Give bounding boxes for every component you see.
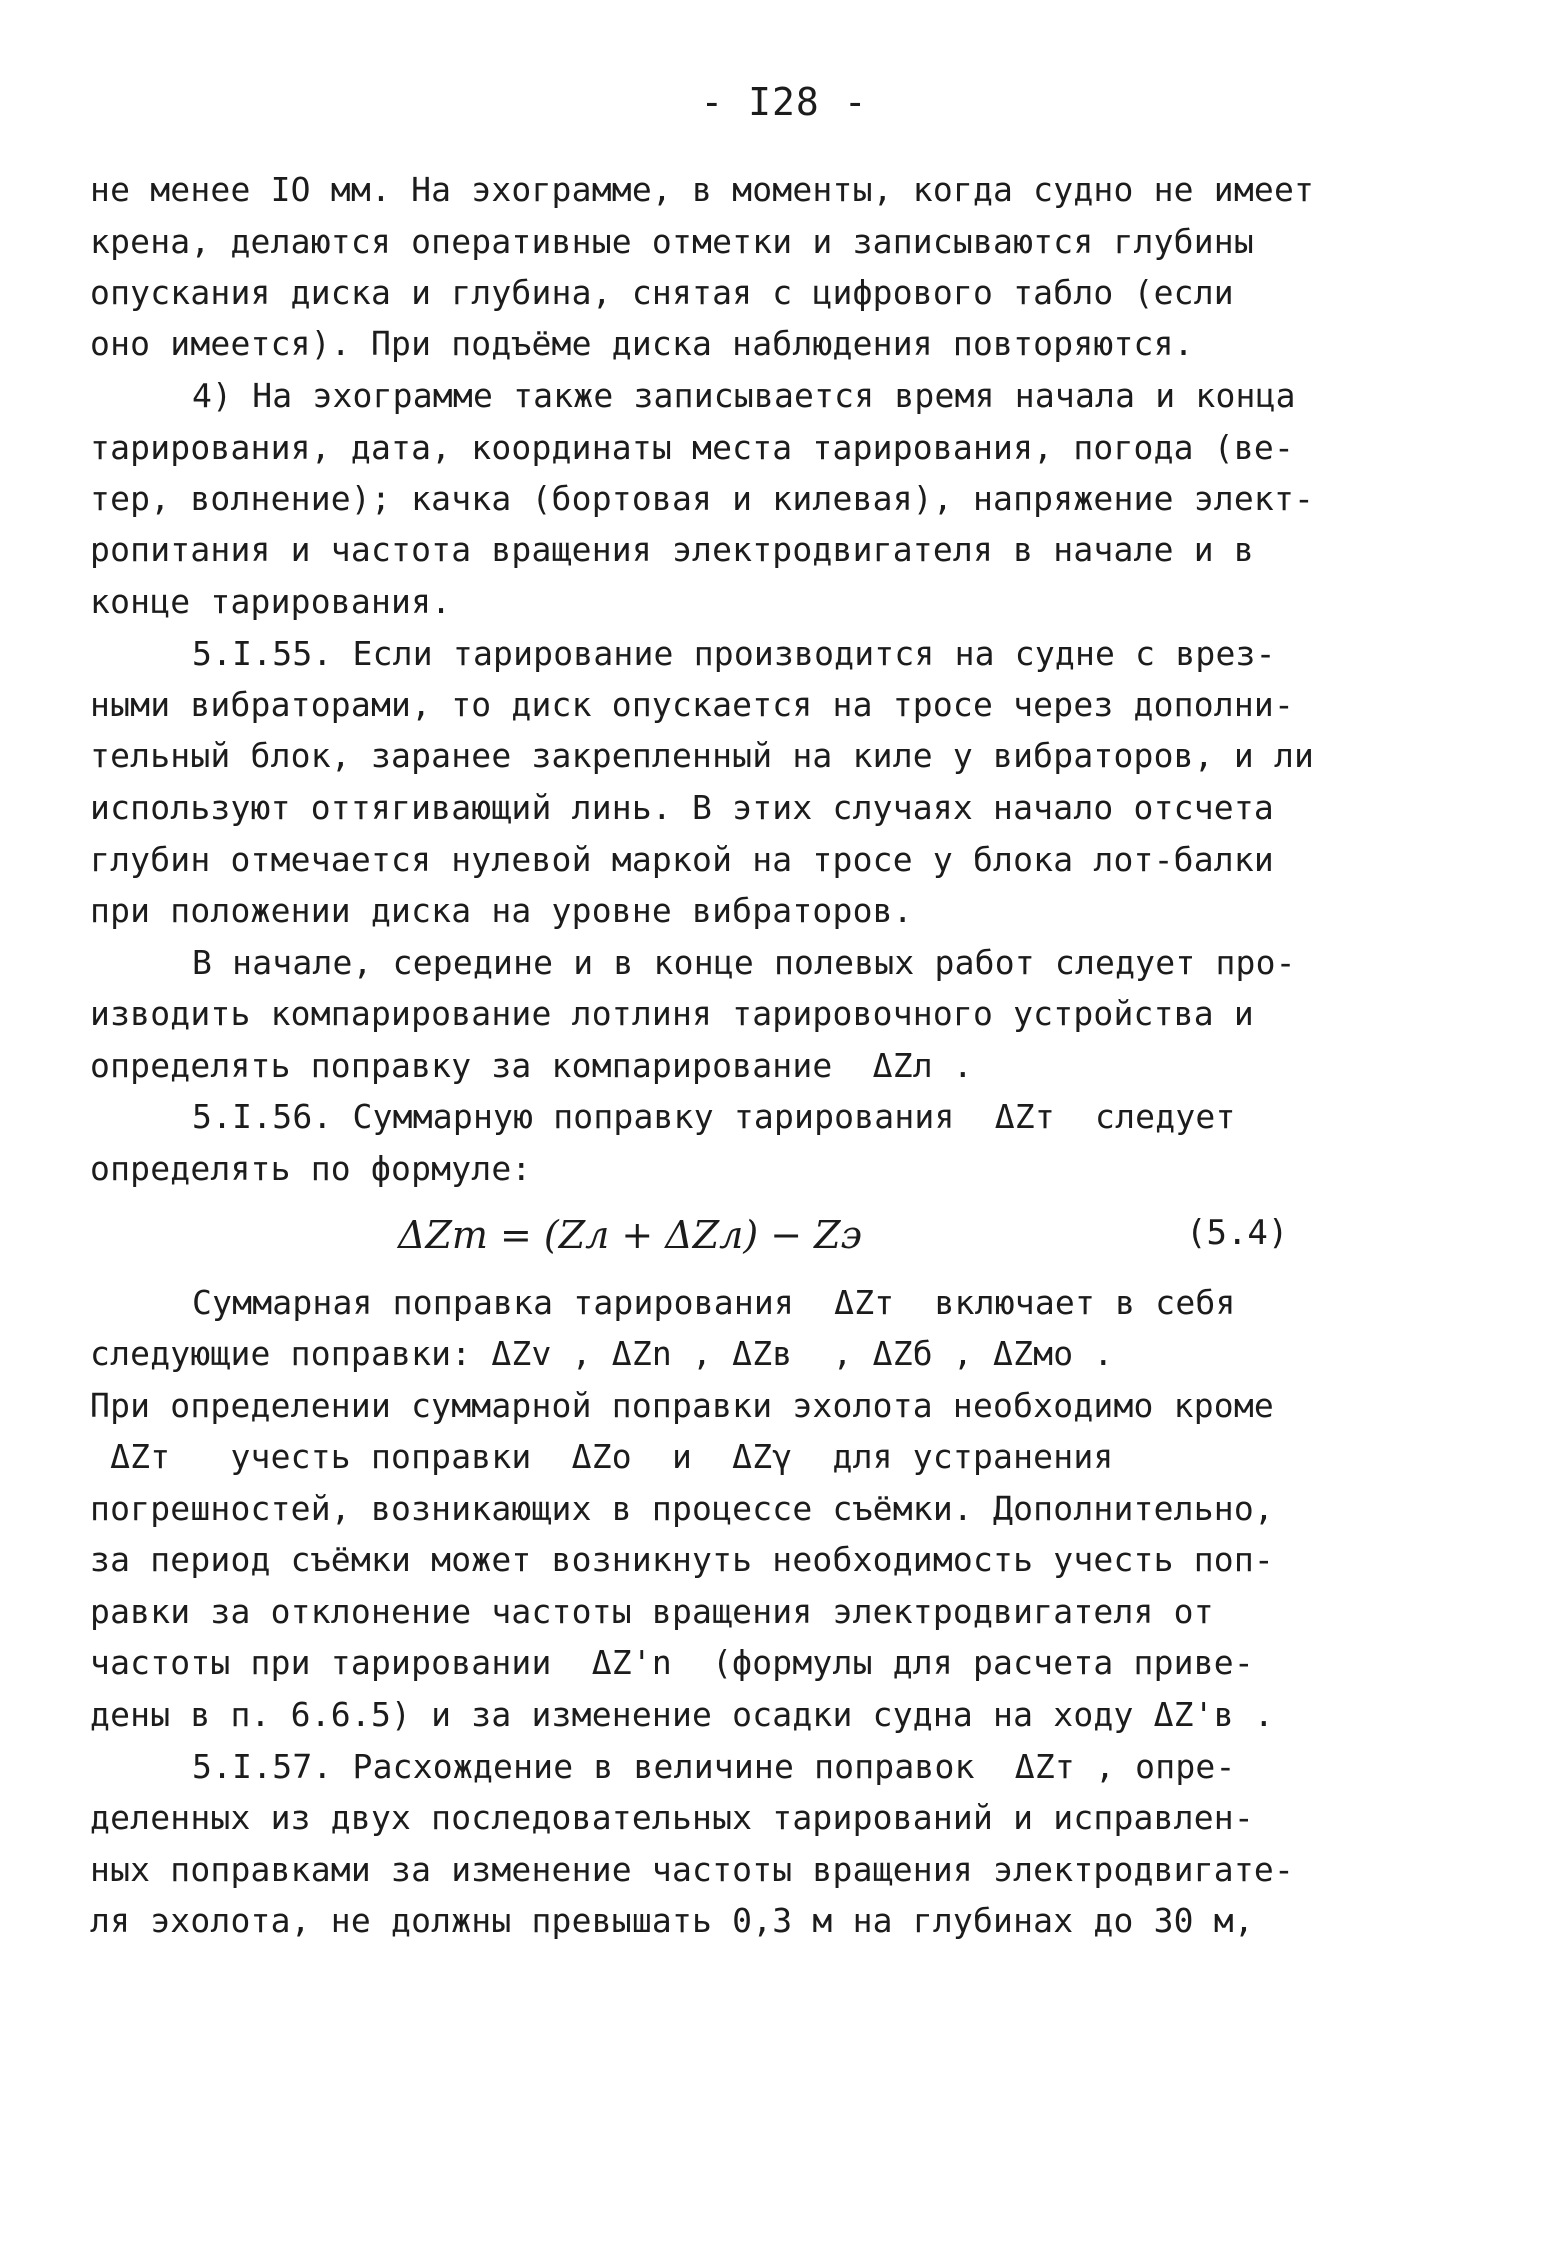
- text-line: 5.I.56. Суммарную поправку тарирования ΔZт следует: [192, 1097, 1236, 1136]
- text-line: Суммарная поправка тарирования ΔZт включает в себя: [192, 1283, 1236, 1322]
- text-line: не менее IО мм. На эхограмме, в моменты, когда судно не имеет: [90, 170, 1315, 209]
- text-line: глубин отмечается нулевой маркой на тросе у блока лот-балки: [90, 840, 1274, 879]
- text-line: частоты при тарировании ΔZ'n (формулы для расчета приве-: [90, 1643, 1254, 1682]
- text-line: 5.I.55. Если тарирование производится на судне с врез-: [192, 634, 1276, 673]
- text-line: конце тарирования.: [90, 582, 452, 621]
- text-line: при положении диска на уровне вибраторов.: [90, 891, 913, 930]
- text-line: дены в п. 6.6.5) и за изменение осадки судна на ходу ΔZ'в .: [90, 1695, 1274, 1734]
- text-line: ных поправками за изменение частоты вращения электродвигате-: [90, 1850, 1295, 1889]
- text-line: за период съёмки может возникнуть необходимость учесть поп-: [90, 1540, 1274, 1579]
- text-line: ропитания и частота вращения электродвигателя в начале и в: [90, 530, 1254, 569]
- text-line: тер, волнение); качка (бортовая и килевая), напряжение элект-: [90, 479, 1315, 518]
- text-line: равки за отклонение частоты вращения электродвигателя от: [90, 1592, 1214, 1631]
- page-number: - I28 -: [700, 80, 868, 124]
- text-line: ля эхолота, не должны превышать 0,3 м на глубинах до 30 м,: [90, 1901, 1254, 1940]
- text-line: крена, делаются оперативные отметки и записываются глубины: [90, 222, 1254, 261]
- formula-number: (5.4): [1186, 1213, 1289, 1253]
- text-line: ΔZт учесть поправки ΔZо и ΔZγ для устранения: [90, 1437, 1114, 1476]
- text-line: оно имеется). При подъёме диска наблюдения повторяются.: [90, 324, 1194, 363]
- text-line: погрешностей, возникающих в процессе съёмки. Дополнительно,: [90, 1489, 1274, 1528]
- text-line: опускания диска и глубина, снятая с цифрового табло (если: [90, 273, 1234, 312]
- text-line: 5.I.57. Расхождение в величине поправок ΔZт , опре-: [192, 1747, 1236, 1786]
- text-line: деленных из двух последовательных тарирований и исправлен-: [90, 1798, 1254, 1837]
- text-line: В начале, середине и в конце полевых работ следует про-: [192, 943, 1296, 982]
- text-line: тельный блок, заранее закрепленный на киле у вибраторов, и ли: [90, 736, 1315, 775]
- text-line: При определении суммарной поправки эхолота необходимо кроме: [90, 1386, 1274, 1425]
- text-line: определять по формуле:: [90, 1149, 532, 1188]
- text-line: тарирования, дата, координаты места тарирования, погода (ве-: [90, 428, 1295, 467]
- text-line: изводить компарирование лотлиня тарировочного устройства и: [90, 994, 1254, 1033]
- text-line: используют оттягивающий линь. В этих случаях начало отсчета: [90, 788, 1274, 827]
- formula: ΔZт = (Zл + ΔZл) − Zэ: [398, 1213, 862, 1257]
- text-line: следующие поправки: ΔZv , ΔZn , ΔZв , ΔZб , ΔZмо .: [90, 1334, 1114, 1373]
- text-line: определять поправку за компарирование ΔZл .: [90, 1046, 973, 1085]
- text-line: 4) На эхограмме также записывается время начала и конца: [192, 376, 1296, 415]
- text-line: ными вибраторами, то диск опускается на тросе через дополни-: [90, 685, 1295, 724]
